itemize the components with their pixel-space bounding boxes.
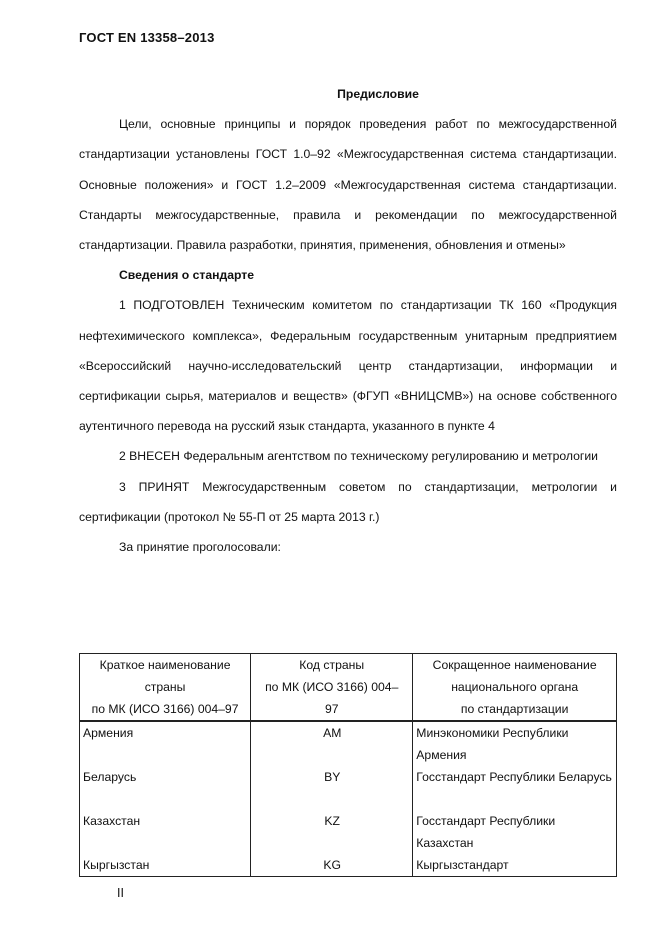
- cell-body: Кыргызстандарт: [413, 854, 617, 877]
- table-header-row: [80, 654, 617, 722]
- header-country: Краткое наименование страны по МК (ИСО 3166) 004–97: [80, 654, 251, 722]
- document-body: [79, 79, 617, 562]
- cell-country: Беларусь: [80, 766, 251, 810]
- cell-body: Госстандарт Республики Беларусь: [413, 766, 617, 810]
- header-body: Сокращенное наименование национального органа по стандартизации: [413, 654, 617, 722]
- table-row: [80, 854, 617, 877]
- vote-label: За принятие проголосовали:: [119, 540, 281, 555]
- cell-country: Армения: [80, 721, 251, 766]
- cell-code: BY: [251, 766, 413, 810]
- page-number: II: [117, 886, 124, 900]
- cell-code: AM: [251, 721, 413, 766]
- preface-title: Предисловие: [337, 87, 419, 101]
- cell-country: Казахстан: [80, 810, 251, 854]
- standard-info-title: Сведения о стандарте: [119, 268, 255, 283]
- voting-table: [79, 653, 617, 877]
- document-code: ГОСТ EN 13358–2013: [79, 30, 215, 45]
- cell-country: Кыргызстан: [80, 854, 251, 877]
- preface-paragraph: Цели, основные принципы и порядок проведения работ по межгосударственной стандартизации установлены ГОСТ 1.0–92 «Межгосударственная система стандартизации. Основные положения» и ГОСТ 1.2–2009 «Межгосударственная система стандартизации. Стандарты межгосударственные, правила и рекомендации по межгосударственной стандартизации. Правила разработки, принятия, применения, обновления и отмены»: [79, 117, 617, 253]
- table-row: [80, 766, 617, 810]
- info-item-2: 2 ВНЕСЕН Федеральным агентством по техническому регулированию и метрологии: [119, 449, 598, 464]
- cell-body: Минэкономики Республики Армения: [413, 721, 617, 766]
- cell-body: Госстандарт Республики Казахстан: [413, 810, 617, 854]
- info-item-3: 3 ПРИНЯТ Межгосударственным советом по стандартизации, метрологии и сертификации (протокол № 55-П от 25 марта 2013 г.): [79, 479, 617, 524]
- cell-code: KZ: [251, 810, 413, 854]
- table-row: [80, 810, 617, 854]
- header-code: Код страны по МК (ИСО 3166) 004– 97: [251, 654, 413, 722]
- table-row: [80, 721, 617, 766]
- cell-code: KG: [251, 854, 413, 877]
- info-item-1: 1 ПОДГОТОВЛЕН Техническим комитетом по стандартизации ТК 160 «Продукция нефтехимического комплекса», Федеральным государственным унитарным предприятием «Всероссийский научно-исследовательский центр стандартизации, информации и сертификации сырья, материалов и веществ» (ФГУП «ВНИЦСМВ») на основе собственного аутентичного перевода на русский язык стандарта, указанного в пункте 4: [79, 298, 617, 434]
